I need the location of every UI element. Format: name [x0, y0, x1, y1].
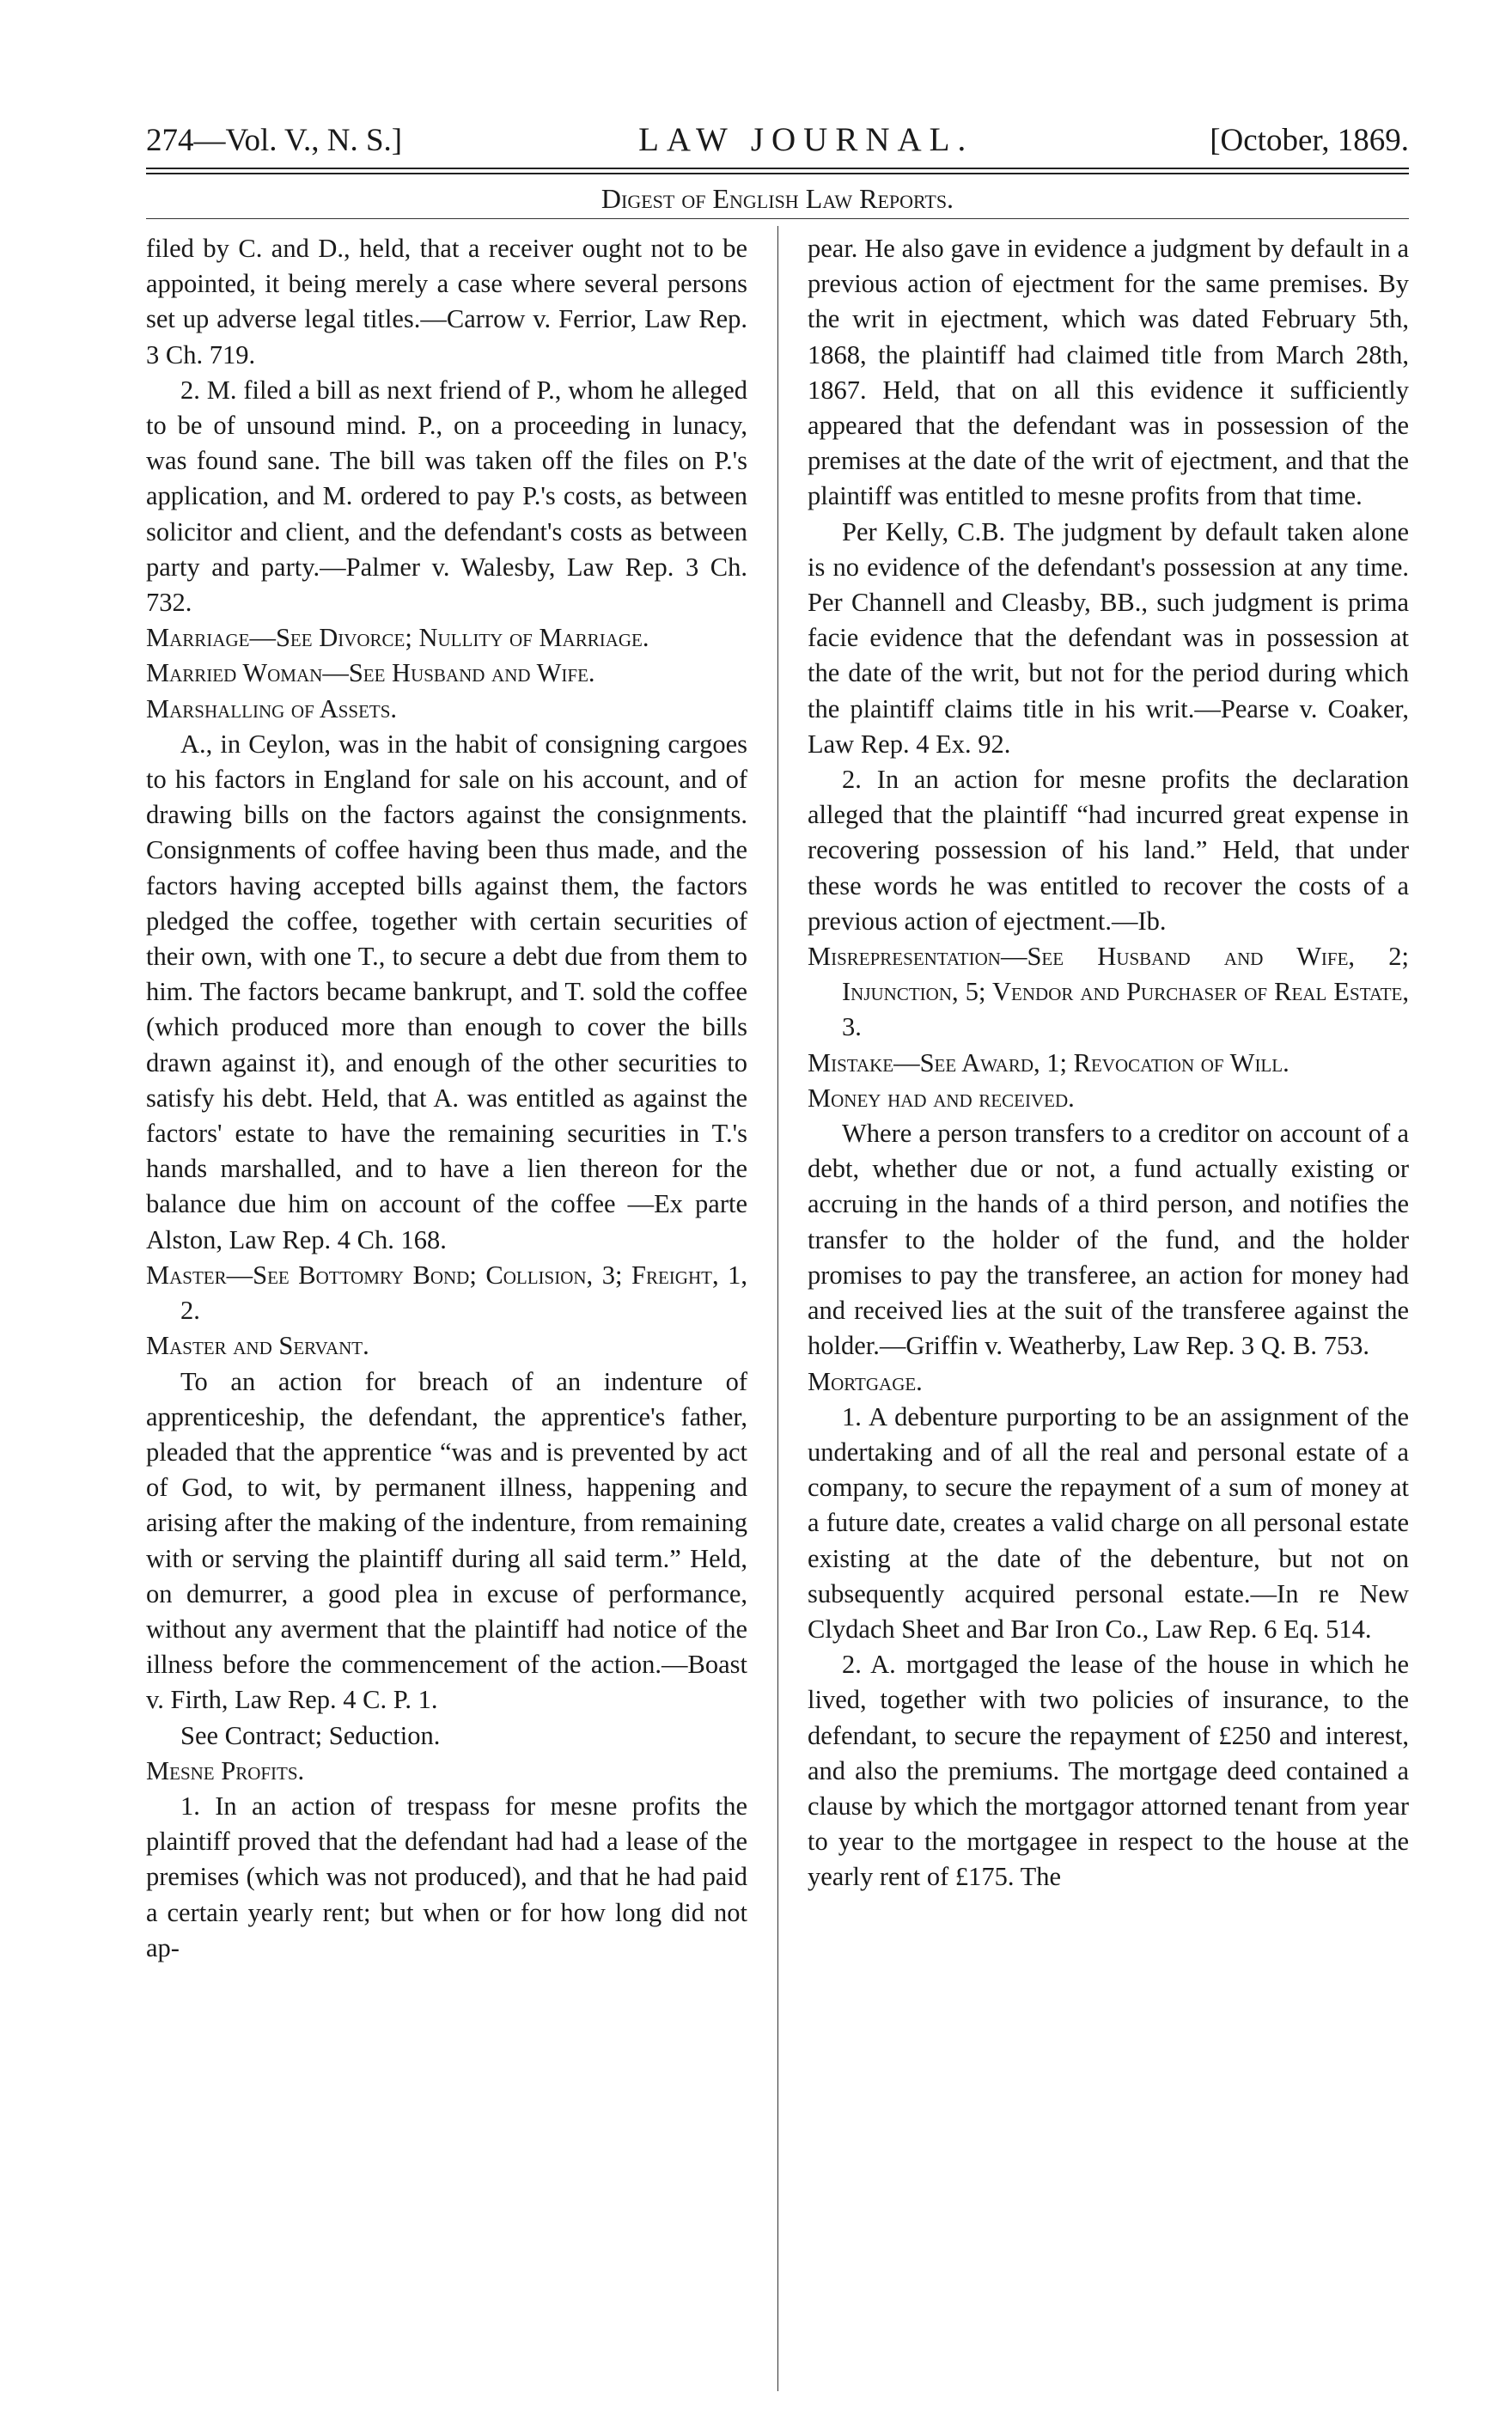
carrow-paragraph: filed by C. and D., held, that a receiver ought not to be appointed, it being merely a case where several persons set up adverse legal titles.—Carrow v. Ferrior, Law Rep. 3 Ch. 719.: [146, 234, 747, 369]
heading-master: Master—See Bottomry Bond; Collision, 3; Freight, 1, 2.: [146, 1260, 747, 1326]
heading-master-and-servant: Master and Servant.: [146, 1331, 369, 1361]
mesne-profits-paragraph-1: 1. In an action of trespass for mesne profits the plaintiff proved that the defendant had had a lease of the premises (which was not produced), and that he had paid a certain yearly rent; but when or for how long did not ap-: [146, 1791, 747, 1962]
mesne-profits-continuation: pear. He also gave in evidence a judgment by default in a previous action of ejectment for the same premises. By the writ in ejectment, which was dated February 5th, 1868, the plaintiff had claimed title from March 28th, 1867. Held, that on all this evidence it sufficiently appeared that the defendant was in possession of the premises at the date of the writ of ejectment, and that the plaintiff was entitled to mesne profits from that time.: [808, 234, 1409, 511]
heading-mesne-profits: Mesne Profits.: [146, 1755, 305, 1785]
see-also-reference: See Contract; Seduction.: [180, 1720, 441, 1750]
heading-mistake: Mistake—See Award, 1; Revocation of Will.: [808, 1047, 1289, 1077]
two-column-body: [146, 231, 1409, 2391]
heading-marriage: Marriage—See Divorce; Nullity of Marriage.: [146, 623, 649, 653]
header-double-rule: [146, 168, 1409, 174]
page-number-volume: 274—Vol. V., N. S.]: [146, 123, 403, 158]
clydach-paragraph: 1. A debenture purporting to be an assignment of the undertaking and of all the real and personal estate of a company, to secure the repayment of a sum of money at a future date, creates a valid charge on all personal estate existing at the date of the debenture, but not on subsequently acquired personal estate.—In re New Clydach Sheet and Bar Iron Co., Law Rep. 6 Eq. 514.: [808, 1401, 1409, 1644]
pearse-paragraph: Per Kelly, C.B. The judgment by default taken alone is no evidence of the defendant's possession at any time. Per Channell and Cleasby, BB., such judgment is prima facie evidence that the defendant was in possession at the date of the writ, but not for the period during which the plaintiff claims title in his writ.—Pearse v. Coaker, Law Rep. 4 Ex. 92.: [808, 516, 1409, 759]
heading-marshalling-of-assets: Marshalling of Assets.: [146, 693, 398, 723]
running-head: [146, 120, 1409, 159]
right-column: [808, 231, 1409, 2391]
alston-paragraph: A., in Ceylon, was in the habit of consigning cargoes to his factors in England for sale on his account, and of drawing bills on the factors against the consignments. Consignments of coffee having been thus made, and the factors having accepted bills against them, the factors pledged the coffee, together with certain securities of their own, with one T., to secure a debt due from them to him. The factors became bankrupt, and T. sold the coffee (which produced more than enough to cover the bills drawn against it), and enough of the other securities to satisfy his debt. Held, that A. was entitled as against the factors' estate to have the remaining securities in T.'s hands marshalled, and to have a lien thereon for the balance due him on account of the coffee —Ex parte Alston, Law Rep. 4 Ch. 168.: [146, 729, 747, 1254]
mesne-profits-paragraph-2: 2. In an action for mesne profits the declaration alleged that the plaintiff “had incurred great expense in recovering possession of his land.” Held, that under these words he was entitled to recover the costs of a previous action of ejectment.—Ib.: [808, 765, 1409, 936]
mortgage-paragraph-2: 2. A. mortgaged the lease of the house in which he lived, together with two policies of insurance, to the defendant, to secure the repayment of £250 and interest, and also the premiums. The mortgage deed contained a clause by which the mortgagor attorned tenant from year to year to the mortgagee in respect to the house at the yearly rent of £175. The: [808, 1650, 1409, 1892]
section-title: Digest of English Law Reports.: [601, 183, 954, 214]
griffin-paragraph: Where a person transfers to a creditor on account of a debt, whether due or not, a fund actually existing or accruing in the hands of a third person, and notifies the transfer to the holder of the fund, and the holder promises to pay the transferee, an action for money had and received lies at the suit of the transferee against the holder.—Griffin v. Weatherby, Law Rep. 3 Q. B. 753.: [808, 1119, 1409, 1361]
heading-married-woman: Married Woman—See Husband and Wife.: [146, 658, 595, 688]
heading-mortgage: Mortgage.: [808, 1366, 923, 1396]
heading-money-had-and-received: Money had and received.: [808, 1083, 1075, 1113]
palmer-paragraph: 2. M. filed a bill as next friend of P., whom he alleged to be of unsound mind. P., on a proceeding in lunacy, was found sane. The bill was taken off the files on P.'s application, and M. ordered to pay P.'s costs, as between solicitor and client, and the defendant's costs as between party and party.—Palmer v. Walesby, Law Rep. 3 Ch. 732.: [146, 375, 747, 618]
column-divider: [777, 226, 778, 2391]
issue-date: [October, 1869.: [1210, 123, 1409, 158]
left-column: [146, 231, 747, 2391]
header-thin-rule: [146, 218, 1409, 219]
heading-misrepresentation: Misrepresentation—See Husband and Wife, 2; Injunction, 5; Vendor and Purchaser of Real Estate, 3.: [808, 942, 1409, 1042]
boast-paragraph: To an action for breach of an indenture of apprenticeship, the defendant, the apprentice's father, pleaded that the apprentice “was and is prevented by act of God, to wit, by permanent illness, happening and arising after the making of the indenture, from remaining with or serving the plaintiff during all said term.” Held, on demurrer, a good plea in excuse of performance, without any averment that the plaintiff had notice of the illness before the commencement of the action.—Boast v. Firth, Law Rep. 4 C. P. 1.: [146, 1366, 747, 1715]
journal-title: LAW JOURNAL.: [638, 121, 974, 158]
